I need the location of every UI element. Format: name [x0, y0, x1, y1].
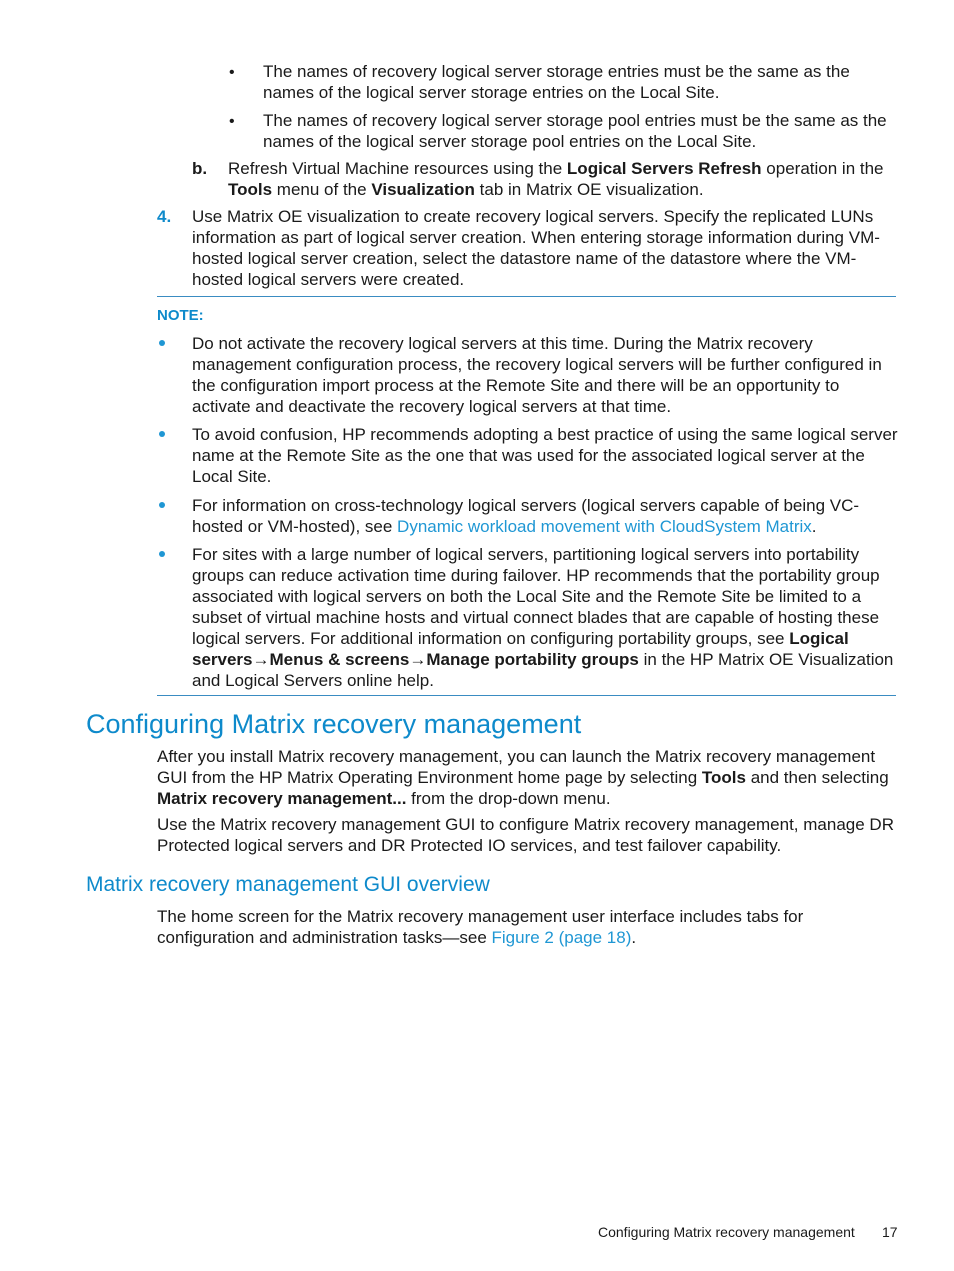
note-bottom-rule	[157, 695, 896, 696]
subsection-heading: Matrix recovery management GUI overview	[86, 873, 490, 896]
section-heading: Configuring Matrix recovery management	[86, 709, 582, 739]
cloudsystem-matrix-link[interactable]: Dynamic workload movement with CloudSystem Matrix	[397, 517, 812, 536]
step-4-text: Use Matrix OE visualization to create recovery logical servers. Specify the replicated LUNs information as part of logical server creation. When entering storage information during VM-hosted logical server creation, select the datastore name of the datastore where the VM-hosted logical servers were created.	[192, 207, 880, 289]
footer-title: Configuring Matrix recovery management	[598, 1224, 855, 1240]
bullet-icon: •	[229, 113, 235, 130]
note-label: NOTE:	[157, 307, 204, 324]
note-item-3: For information on cross-technology logical servers (logical servers capable of being VC-hosted or VM-hosted), see Dynamic workload movement with CloudSystem Matrix.	[192, 496, 860, 536]
bullet-icon	[159, 340, 165, 346]
bullet-icon	[159, 551, 165, 557]
bullet-icon	[159, 502, 165, 508]
section-paragraph-1: After you install Matrix recovery management, you can launch the Matrix recovery management GUI from the HP Matrix Operating Environment home page by selecting Tools and then selecting Matrix recovery management... from the drop-down menu.	[157, 747, 889, 808]
figure-2-link[interactable]: Figure 2 (page 18)	[491, 928, 632, 947]
step-4-marker: 4.	[157, 207, 172, 226]
note-item-2: To avoid confusion, HP recommends adopting a best practice of using the same logical server name at the Remote Site as the one that was used for the associated logical server at the Local Site.	[192, 425, 898, 486]
note-top-rule	[157, 296, 896, 297]
note-item-4: For sites with a large number of logical servers, partitioning logical servers into portability groups can reduce activation time during failover. HP recommends that the portability group associated with logical servers on both the Local Site and the Remote Site be limited to a subset of virtual machine hosts and virtual connect blades that are capable of hosting these logical servers. For additional information on configuring portability groups, see Logical servers→Menus & screens→Manage portability groups in the HP Matrix OE Visualization and Logical Servers online help.	[192, 545, 894, 690]
step-b-text: Refresh Virtual Machine resources using the Logical Servers Refresh operation in the Tools menu of the Visualization tab in Matrix OE visualization.	[228, 159, 884, 199]
sub-bullet-2: The names of recovery logical server storage pool entries must be the same as the names of the logical server storage pool entries on the Local Site.	[263, 111, 887, 151]
note-item-1: Do not activate the recovery logical servers at this time. During the Matrix recovery management configuration process, the recovery logical servers will be further configured in the configuration import process at the Remote Site and there will be an opportunity to activate and deactivate the recovery logical servers at that time.	[192, 334, 882, 416]
bullet-icon	[159, 431, 165, 437]
sub-bullet-1: The names of recovery logical server storage entries must be the same as the names of the logical server storage entries on the Local Site.	[263, 62, 850, 102]
step-b-marker: b.	[192, 159, 208, 178]
bullet-icon: •	[229, 64, 235, 81]
section-paragraph-2: Use the Matrix recovery management GUI to configure Matrix recovery management, manage DR Protected logical servers and DR Protected IO services, and test failover capability.	[157, 815, 894, 855]
subsection-paragraph: The home screen for the Matrix recovery management user interface includes tabs for configuration and administration tasks—see Figure 2 (page 18).	[157, 907, 804, 947]
page-number: 17	[882, 1224, 898, 1240]
